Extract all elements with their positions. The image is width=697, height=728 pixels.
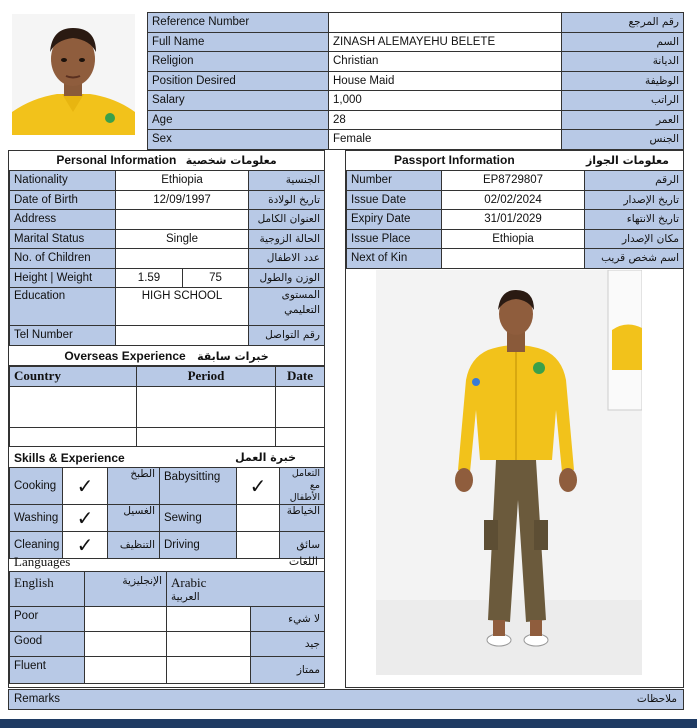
address-label: Address — [10, 210, 116, 230]
nationality-value: Ethiopia — [116, 171, 249, 191]
row-children — [10, 249, 325, 269]
english-ar: الإنجليزية — [85, 572, 167, 607]
portrait-photo-svg — [12, 14, 135, 135]
religion-ar: الديانة — [562, 52, 684, 72]
children-label: No. of Children — [10, 249, 116, 269]
row-age — [148, 110, 684, 130]
cooking-label: Cooking — [10, 468, 63, 505]
babysitting-check: ✓ — [237, 468, 280, 505]
language-row-poor — [10, 607, 325, 632]
full-body-photo — [376, 270, 642, 675]
overseas-cell — [10, 386, 137, 427]
personal-info-table — [9, 170, 325, 346]
full-body-photo-svg — [376, 270, 642, 675]
age-value: 28 — [329, 110, 562, 130]
personal-info-title — [9, 151, 324, 170]
row-position — [148, 71, 684, 91]
passport-number-ar: الرقم — [585, 171, 684, 191]
overseas-cell — [276, 427, 325, 447]
education-label: Education — [10, 288, 116, 326]
passport-number-value: EP8729807 — [442, 171, 585, 191]
language-row-fluent — [10, 657, 325, 684]
passport-info-title-ar: معلومات الجواز — [585, 154, 669, 167]
row-issue-place — [347, 229, 684, 249]
salary-label: Salary — [148, 91, 329, 111]
remarks-ar: ملاحظات — [636, 693, 677, 705]
reference-number-value — [329, 13, 562, 33]
position-value: House Maid — [329, 71, 562, 91]
marital-ar: الحالة الزوجية — [249, 229, 325, 249]
cleaning-label: Cleaning — [10, 532, 63, 559]
passport-info-title-en: Passport Information — [394, 153, 515, 167]
cleaning-check: ✓ — [63, 532, 108, 559]
good-ar: جيد — [251, 632, 325, 657]
tel-label: Tel Number — [10, 326, 116, 346]
sewing-label: Sewing — [160, 505, 237, 532]
col-country: Country — [10, 367, 137, 387]
row-passport-number — [347, 171, 684, 191]
good-label: Good — [10, 632, 85, 657]
nationality-ar: الجنسية — [249, 171, 325, 191]
overseas-title-ar: خبرات سابقة — [197, 350, 269, 363]
row-next-of-kin — [347, 249, 684, 269]
religion-value: Christian — [329, 52, 562, 72]
fluent-label: Fluent — [10, 657, 85, 684]
overseas-cell — [137, 427, 276, 447]
washing-label: Washing — [10, 505, 63, 532]
overseas-cell — [276, 386, 325, 427]
issue-date-value: 02/02/2024 — [442, 190, 585, 210]
expiry-date-value: 31/01/2029 — [442, 210, 585, 230]
education-ar: المستوى التعليمي — [249, 288, 325, 326]
position-ar: الوظيفة — [562, 71, 684, 91]
passport-info-title — [346, 151, 683, 170]
row-height-weight — [10, 268, 325, 288]
row-marital — [10, 229, 325, 249]
marital-value: Single — [116, 229, 249, 249]
overseas-title-en: Overseas Experience — [64, 349, 186, 363]
english-fluent-cell — [85, 657, 167, 684]
dob-ar: تاريخ الولادة — [249, 190, 325, 210]
issue-place-label: Issue Place — [347, 229, 442, 249]
salary-ar: الراتب — [562, 91, 684, 111]
skills-title-ar: خبرة العمل — [235, 451, 296, 464]
overseas-row-1 — [10, 386, 325, 427]
overseas-row-2 — [10, 427, 325, 447]
bottom-bar — [0, 719, 697, 728]
row-full-name — [148, 32, 684, 52]
overseas-table — [9, 366, 325, 447]
sewing-check — [237, 505, 280, 532]
remarks-bar — [8, 689, 684, 710]
issue-date-ar: تاريخ الإصدار — [585, 190, 684, 210]
height-value: 1.59 — [116, 268, 183, 288]
position-label: Position Desired — [148, 71, 329, 91]
remarks-label: Remarks — [14, 693, 61, 705]
dob-label: Date of Birth — [10, 190, 116, 210]
col-period: Period — [137, 367, 276, 387]
overseas-cell — [137, 386, 276, 427]
nationality-label: Nationality — [10, 171, 116, 191]
row-reference-number — [148, 13, 684, 33]
washing-ar: الغسيل — [108, 505, 160, 532]
english-good-cell — [85, 632, 167, 657]
arabic-poor-cell — [167, 607, 251, 632]
row-expiry-date — [347, 210, 684, 230]
languages-title-en: Languages — [14, 554, 71, 569]
english-label: English — [10, 572, 85, 607]
skills-row-1 — [10, 468, 325, 505]
next-of-kin-value — [442, 249, 585, 269]
address-value — [116, 210, 249, 230]
full-name-ar: السم — [562, 32, 684, 52]
row-education — [10, 288, 325, 326]
skills-row-2 — [10, 505, 325, 532]
reference-number-label: Reference Number — [148, 13, 329, 33]
expiry-date-label: Expiry Date — [347, 210, 442, 230]
address-ar: العنوان الكامل — [249, 210, 325, 230]
poor-label: Poor — [10, 607, 85, 632]
issue-place-ar: مكان الإصدار — [585, 229, 684, 249]
height-weight-ar: الوزن والطول — [249, 268, 325, 288]
col-date: Date — [276, 367, 325, 387]
personal-info-title-en: Personal Information — [56, 153, 177, 167]
arabic-good-cell — [167, 632, 251, 657]
full-name-value: ZINASH ALEMAYEHU BELETE — [329, 32, 562, 52]
driving-ar: سائق — [280, 532, 325, 559]
cooking-check: ✓ — [63, 468, 108, 505]
next-of-kin-label: Next of Kin — [347, 249, 442, 269]
cooking-ar: الطبخ — [108, 468, 160, 505]
header-info-table — [147, 12, 684, 150]
babysitting-label: Babysitting — [160, 468, 237, 505]
sewing-ar: الخياطة — [280, 505, 325, 532]
issue-place-value: Ethiopia — [442, 229, 585, 249]
row-issue-date — [347, 190, 684, 210]
sex-value: Female — [329, 130, 562, 150]
full-name-label: Full Name — [148, 32, 329, 52]
row-sex — [148, 130, 684, 150]
height-weight-label: Height | Weight — [10, 268, 116, 288]
row-dob — [10, 190, 325, 210]
sex-label: Sex — [148, 130, 329, 150]
reference-number-ar: رقم المرجع — [562, 13, 684, 33]
overseas-title — [9, 346, 324, 366]
marital-label: Marital Status — [10, 229, 116, 249]
languages-title — [9, 553, 324, 571]
languages-table — [9, 571, 325, 684]
education-value: HIGH SCHOOL — [116, 288, 249, 326]
english-poor-cell — [85, 607, 167, 632]
personal-info-title-ar: معلومات شخصية — [185, 154, 277, 167]
row-tel — [10, 326, 325, 346]
tel-value — [116, 326, 249, 346]
sex-ar: الجنس — [562, 130, 684, 150]
weight-value: 75 — [183, 268, 249, 288]
expiry-date-ar: تاريخ الانتهاء — [585, 210, 684, 230]
row-religion — [148, 52, 684, 72]
overseas-cell — [10, 427, 137, 447]
issue-date-label: Issue Date — [347, 190, 442, 210]
children-value — [116, 249, 249, 269]
fluent-ar: ممتاز — [251, 657, 325, 684]
salary-value: 1,000 — [329, 91, 562, 111]
passport-info-table — [346, 170, 684, 269]
dob-value: 12/09/1997 — [116, 190, 249, 210]
row-nationality — [10, 171, 325, 191]
portrait-photo — [12, 14, 135, 135]
arabic-label: Arabic — [171, 575, 207, 590]
poor-ar: لا شيء — [251, 607, 325, 632]
skills-title — [9, 449, 324, 467]
passport-number-label: Number — [347, 171, 442, 191]
age-label: Age — [148, 110, 329, 130]
arabic-label-cell — [167, 572, 325, 607]
children-ar: عدد الاطفال — [249, 249, 325, 269]
next-of-kin-ar: اسم شخص قريب — [585, 249, 684, 269]
row-salary — [148, 91, 684, 111]
driving-label: Driving — [160, 532, 237, 559]
languages-header-row — [10, 572, 325, 607]
religion-label: Religion — [148, 52, 329, 72]
arabic-fluent-cell — [167, 657, 251, 684]
age-ar: العمر — [562, 110, 684, 130]
tel-ar: رقم التواصل — [249, 326, 325, 346]
skills-table — [9, 467, 325, 559]
language-row-good — [10, 632, 325, 657]
cleaning-ar: التنظيف — [108, 532, 160, 559]
arabic-ar: العربية — [171, 591, 200, 603]
skills-title-en: Skills & Experience — [14, 451, 125, 465]
babysitting-ar: التعامل مع الأطفال — [280, 468, 325, 505]
overseas-header-row — [10, 367, 325, 387]
row-address — [10, 210, 325, 230]
languages-title-ar: اللغات — [288, 555, 318, 568]
washing-check: ✓ — [63, 505, 108, 532]
